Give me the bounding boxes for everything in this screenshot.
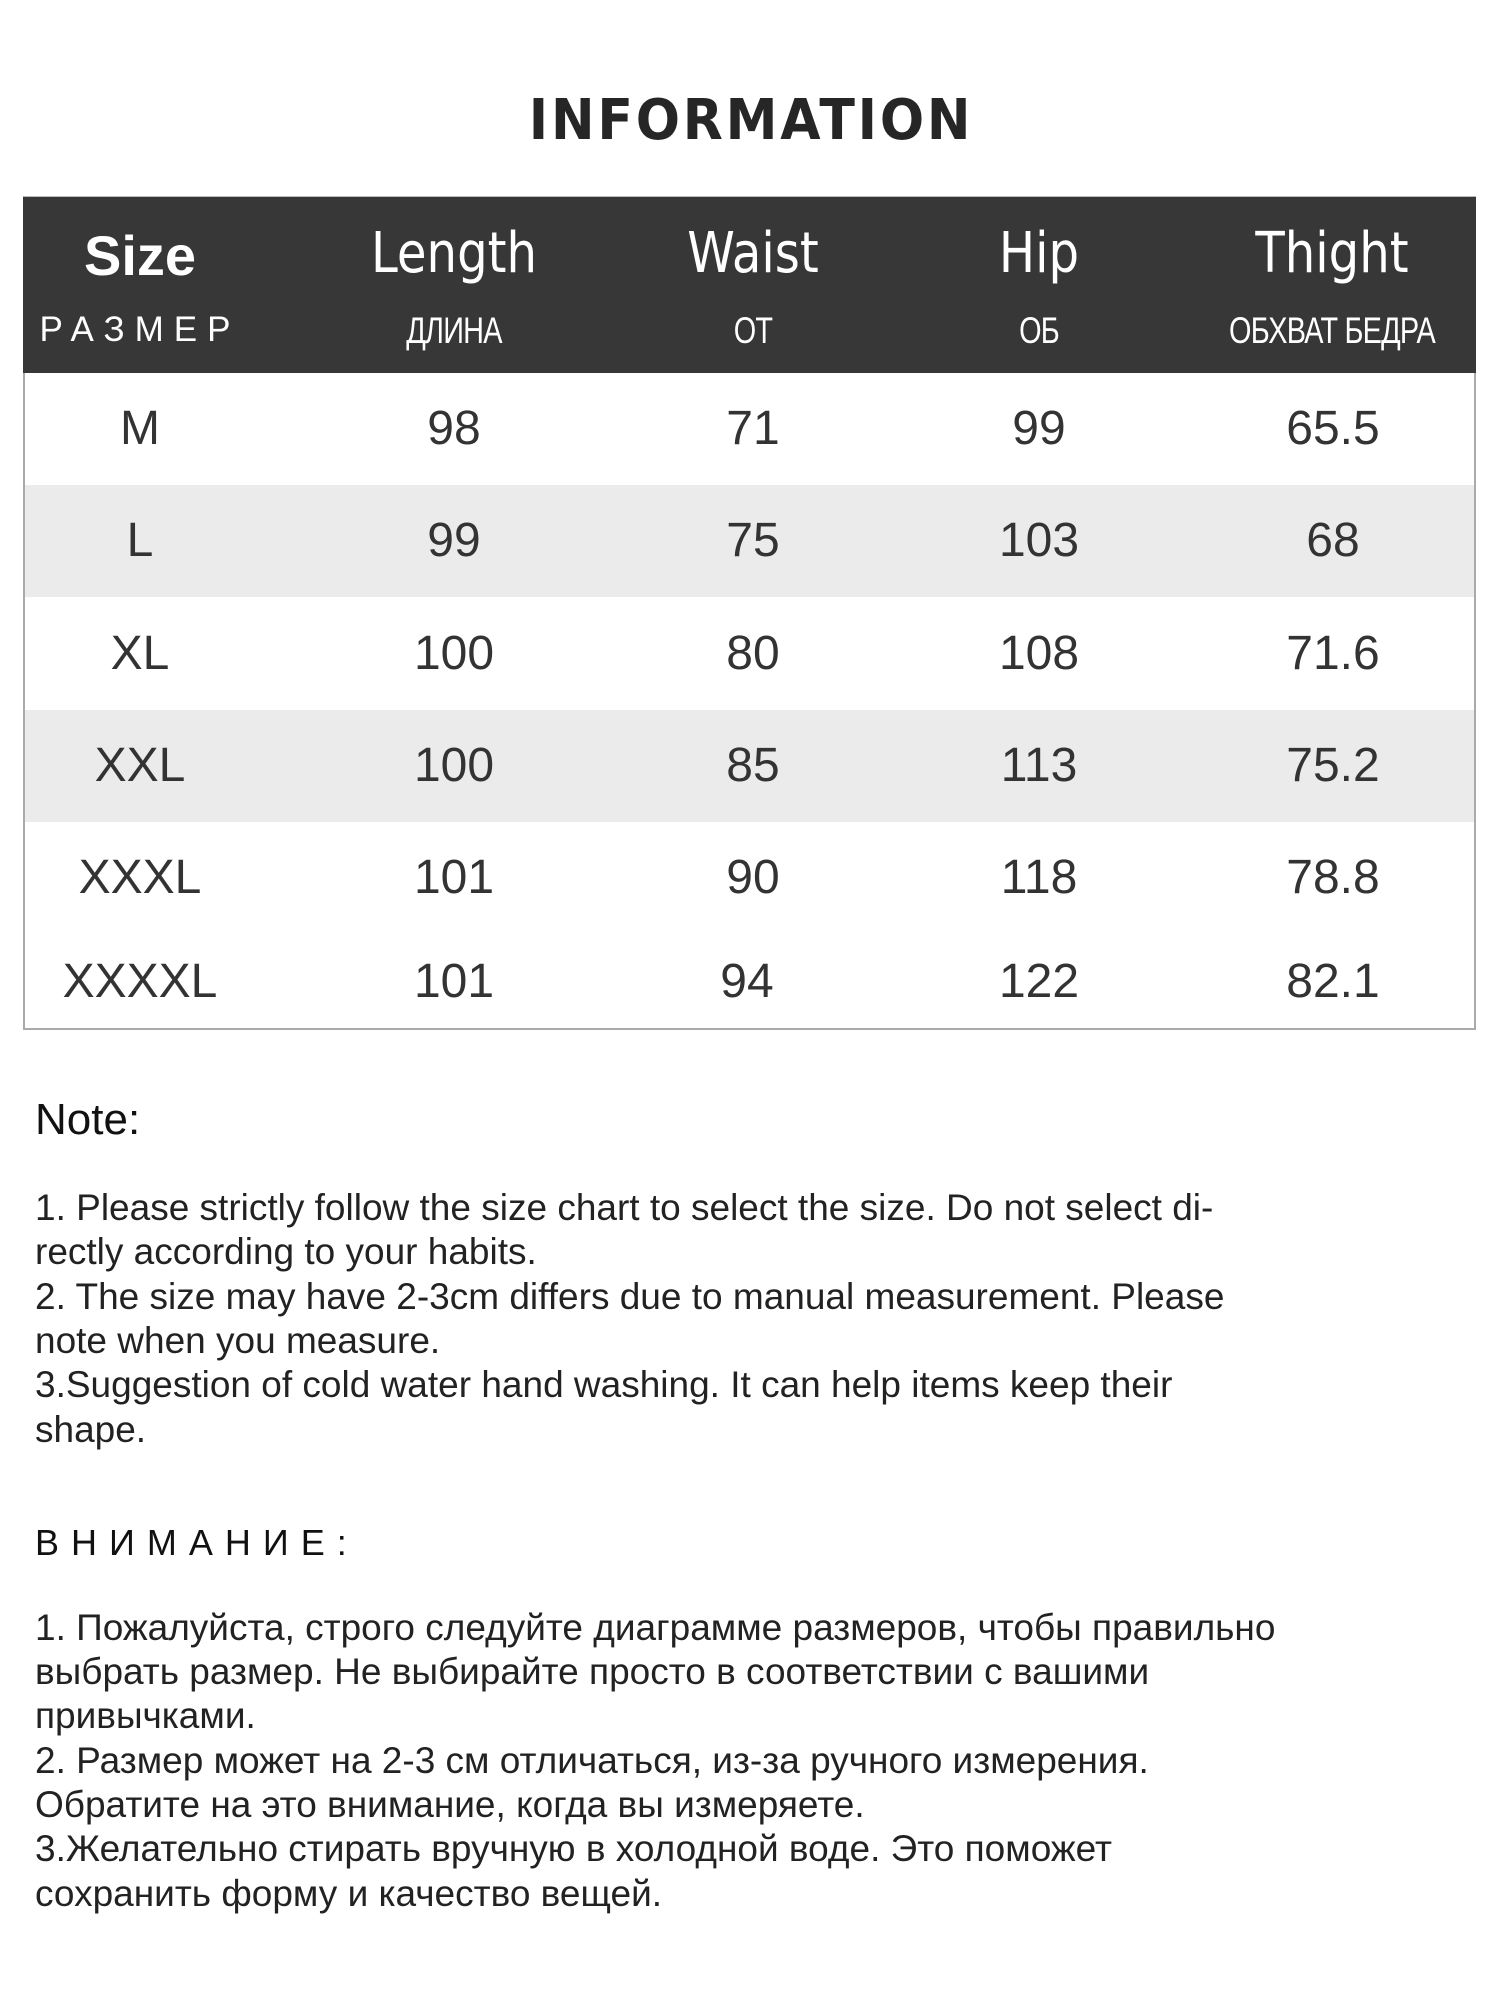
column-header-thigh-en: Thight: [1255, 221, 1409, 286]
note-line: Обратите на это внимание, когда вы измеряете.: [35, 1784, 865, 1825]
cell-thigh: 65.5: [1286, 402, 1380, 455]
column-header-thigh-ru: ОБХВАТ БЕДРА: [1229, 310, 1435, 351]
cell-waist: 85: [726, 739, 780, 792]
column-header-length-ru: ДЛИНА: [406, 310, 502, 351]
column-header-hip-ru: ОБ: [1019, 310, 1059, 351]
cell-hip: 122: [998, 955, 1080, 1008]
cell-size: XXL: [94, 739, 186, 792]
table-header: [23, 197, 1476, 373]
note-heading-ru: ВНИМАНИЕ:: [35, 1522, 359, 1563]
table-row: [25, 710, 1474, 822]
cell-size: XXXL: [78, 851, 202, 904]
cell-waist: 75: [726, 514, 780, 567]
column-header-hip: [889, 197, 1189, 373]
note-line: сохранить форму и качество вещей.: [35, 1873, 663, 1914]
size-chart-table: [23, 196, 1476, 1030]
cell-hip: 118: [1000, 851, 1078, 904]
note-heading: Note:: [35, 1095, 141, 1144]
column-header-waist-en: Waist: [687, 221, 819, 286]
note-line: rectly according to your habits.: [35, 1231, 537, 1272]
cell-thigh: 75.2: [1286, 739, 1380, 792]
cell-size: L: [126, 514, 154, 567]
cell-thigh: 78.8: [1286, 851, 1380, 904]
note-line: привычками.: [35, 1695, 256, 1736]
cell-hip: 113: [1000, 739, 1078, 792]
column-header-waist: [603, 197, 903, 373]
cell-length: 100: [413, 627, 495, 680]
note-line: 3.Suggestion of cold water hand washing. It can help items keep their: [35, 1364, 1173, 1405]
cell-size: XXXXL: [62, 955, 218, 1008]
cell-length: 98: [427, 402, 481, 455]
cell-length: 100: [413, 739, 495, 792]
cell-length: 101: [413, 955, 495, 1008]
note-line: shape.: [35, 1409, 147, 1450]
column-header-hip-en: Hip: [998, 221, 1080, 286]
table-row: [25, 934, 1474, 1029]
note-line: note when you measure.: [35, 1320, 441, 1361]
cell-hip: 103: [998, 514, 1080, 567]
note-line: 3.Желательно стирать вручную в холодной воде. Это поможет: [35, 1828, 1112, 1869]
note-line: 2. The size may have 2-3cm differs due to manual measurement. Please: [35, 1276, 1225, 1317]
cell-waist: 80: [726, 627, 780, 680]
cell-waist: 71: [726, 402, 780, 455]
table-row: [25, 485, 1474, 597]
note-line: 2. Размер может на 2-3 см отличаться, из-за ручного измерения.: [35, 1740, 1149, 1781]
column-header-length-en: Length: [370, 221, 538, 286]
table-row: [25, 598, 1474, 710]
table-row: [25, 373, 1474, 485]
cell-length: 99: [427, 514, 481, 567]
page-title: INFORMATION: [528, 88, 974, 153]
table-row: [25, 822, 1474, 934]
cell-waist: 90: [726, 851, 780, 904]
column-header-size-ru: РАЗМЕР: [39, 310, 241, 349]
cell-hip: 108: [998, 627, 1080, 680]
column-header-thigh: [1182, 197, 1482, 373]
cell-size: M: [120, 402, 160, 455]
cell-thigh: 71.6: [1286, 627, 1380, 680]
cell-thigh: 82.1: [1286, 955, 1380, 1008]
note-line: выбрать размер. Не выбирайте просто в соответствии с вашими: [35, 1651, 1150, 1692]
column-header-size: [0, 197, 290, 373]
note-line: 1. Пожалуйста, строго следуйте диаграмме размеров, чтобы правильно: [35, 1607, 1276, 1648]
cell-waist: 94: [720, 955, 774, 1008]
column-header-length: [304, 197, 604, 373]
cell-hip: 99: [1012, 402, 1066, 455]
note-line: 1. Please strictly follow the size chart to select the size. Do not select di-: [35, 1187, 1214, 1228]
column-header-size-en: Size: [83, 224, 197, 287]
cell-length: 101: [413, 851, 495, 904]
cell-thigh: 68: [1306, 514, 1360, 567]
cell-size: XL: [110, 627, 170, 680]
column-header-waist-ru: ОТ: [733, 310, 773, 351]
